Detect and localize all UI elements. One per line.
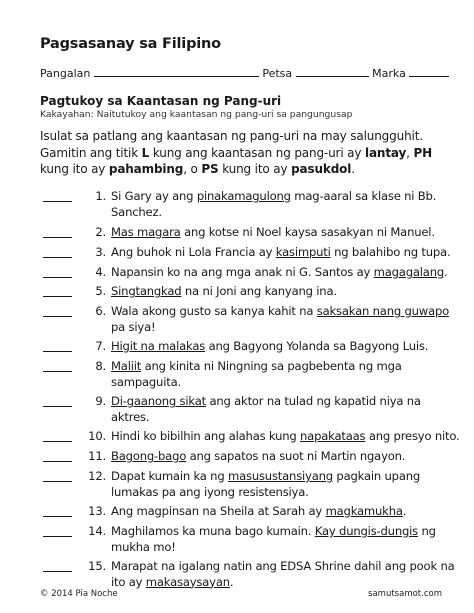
item-text-before: Marapat na igalang natin ang EDSA Shrine dahil ang pook na ito ay — [111, 559, 455, 589]
item-text-after: ang kotse ni Noel kaysa sasakyan ni Manuel. — [180, 225, 435, 239]
item-number: 6. — [95, 304, 106, 318]
underlined-adjective: makasaysayan — [145, 574, 230, 589]
name-label: Pangalan — [40, 67, 91, 80]
term-lantay: lantay — [365, 145, 407, 160]
answer-blank[interactable] — [43, 316, 72, 317]
score-label: Marka — [372, 67, 406, 80]
item-text-after: . — [444, 265, 448, 279]
code-pahambing: PH — [413, 145, 433, 160]
answer-blank[interactable] — [43, 516, 72, 517]
item-text — [111, 524, 461, 555]
item-text-after: . — [229, 574, 234, 589]
underlined-adjective: Singtangkad — [111, 284, 182, 298]
item-number: 1. — [95, 189, 106, 203]
item-text-before: Dapat kumain ka ng — [111, 469, 228, 483]
item-number: 7. — [95, 339, 106, 353]
item-text-before: Hindi ko bibilhin ang alahas kung — [111, 429, 301, 443]
date-label: Petsa — [262, 67, 293, 80]
answer-blank[interactable] — [43, 481, 72, 482]
underlined-adjective: Mas magara — [111, 225, 181, 239]
item-text-before: Ang buhok ni Lola Francia ay — [111, 245, 276, 259]
underlined-adjective: Bagong-bago — [111, 449, 187, 463]
answer-blank[interactable] — [43, 351, 72, 352]
item-text-before: Si Gary ay ang — [111, 189, 197, 203]
answer-blank[interactable] — [43, 296, 72, 297]
instructions-text: kung ang kaantasan ng pang-uri ay — [149, 145, 366, 160]
underlined-adjective: Kay dungis-dungis — [314, 524, 418, 538]
answer-blank[interactable] — [43, 571, 72, 572]
item-text — [111, 504, 461, 520]
item-text — [111, 245, 461, 261]
item-text-after: mag-aaral sa klase ni Bb. Sanchez. — [111, 189, 437, 219]
code-pasukdol: PS — [201, 162, 219, 176]
underlined-adjective: pinakamagulong — [196, 189, 291, 203]
item-number: 8. — [95, 359, 106, 373]
item-text-after: na ni Joni ang kanyang ina. — [181, 284, 337, 298]
instructions-text: . — [351, 162, 355, 176]
answer-blank[interactable] — [43, 201, 72, 202]
item-number: 15. — [88, 559, 106, 573]
term-pahambing: pahambing — [108, 162, 184, 176]
item-number: 9. — [95, 394, 106, 408]
underlined-adjective: masusustansiyang — [227, 469, 333, 483]
header-fields — [40, 67, 449, 80]
code-lantay: L — [141, 145, 150, 160]
site-link[interactable]: samutsamot.com — [368, 589, 442, 599]
item-text — [111, 189, 461, 220]
item-text-after: ng mukha mo! — [111, 524, 436, 554]
underlined-adjective: saksakan nang guwapo — [316, 304, 450, 318]
term-pasukdol: pasukdol — [291, 162, 352, 176]
item-text-before: Ang magpinsan na Sheila at Sarah ay — [111, 504, 326, 518]
underlined-adjective: kasimputi — [275, 245, 331, 259]
item-text — [111, 265, 461, 281]
copyright-text: © 2014 Pia Noche — [40, 589, 118, 599]
item-text-after: ang sapatos na suot ni Martin ngayon. — [186, 449, 406, 463]
underlined-adjective: Maliit — [111, 359, 142, 373]
skill-description: Kakayahan: Naitutukoy ang kaantasan ng pang-uri sa pangungusap — [40, 109, 353, 120]
item-text-after: pa siya! — [111, 319, 156, 334]
item-text — [111, 429, 461, 445]
item-text — [111, 559, 461, 590]
underlined-adjective: Higit na malakas — [111, 339, 206, 353]
item-text — [111, 225, 461, 241]
item-text-after: ng balahibo ng tupa. — [330, 245, 451, 259]
page-title: Pagsasanay sa Filipino — [40, 36, 221, 52]
underlined-adjective: magkamukha — [325, 504, 403, 518]
item-text-after: ang aktor na tulad ng kapatid niya na aktres. — [111, 394, 421, 424]
answer-blank[interactable] — [43, 461, 72, 462]
item-text — [111, 284, 461, 300]
item-text — [111, 469, 461, 500]
section-title: Pagtukoy sa Kaantasan ng Pang-uri — [40, 94, 282, 108]
item-number: 4. — [95, 265, 106, 279]
instructions — [40, 128, 450, 178]
underlined-adjective: napakataas — [300, 429, 366, 443]
instructions-text: kung ito ay — [218, 162, 292, 176]
item-text-before: Napansin ko na ang mga anak ni G. Santos ay — [111, 265, 374, 279]
item-text — [111, 339, 461, 355]
answer-blank[interactable] — [43, 536, 72, 537]
item-text-before: Maghilamos ka muna bago kumain. — [111, 524, 315, 538]
item-number: 11. — [88, 449, 106, 463]
name-blank[interactable] — [94, 67, 259, 77]
item-number: 14. — [88, 524, 106, 538]
item-text — [111, 449, 461, 465]
answer-blank[interactable] — [43, 441, 72, 442]
item-text-after: ang Bagyong Yolanda sa Bagyong Luis. — [205, 339, 429, 353]
answer-blank[interactable] — [43, 237, 72, 238]
answer-blank[interactable] — [43, 371, 72, 372]
answer-blank[interactable] — [43, 277, 72, 278]
underlined-adjective: magagalang — [373, 265, 444, 279]
item-number: 3. — [95, 245, 106, 259]
underlined-adjective: Di-gaanong sikat — [111, 394, 206, 408]
instructions-text: Isulat sa patlang ang kaantasan ng pang-uri na may salungguhit. Gamitin ang titik — [40, 129, 423, 160]
answer-blank[interactable] — [43, 257, 72, 258]
item-text-after: ang presyo nito. — [365, 429, 460, 443]
item-text-before: Wala akong gusto sa kanya kahit na — [111, 304, 317, 318]
item-number: 5. — [95, 284, 106, 298]
item-number: 12. — [88, 469, 106, 483]
item-text — [111, 304, 461, 335]
item-number: 2. — [95, 225, 106, 239]
instructions-text: , — [406, 145, 414, 160]
date-blank[interactable] — [296, 67, 369, 77]
score-blank[interactable] — [409, 67, 449, 77]
answer-blank[interactable] — [43, 406, 72, 407]
item-text-after: pagkain upang lumakas pa ang iyong resistensiya. — [111, 469, 421, 499]
item-number: 10. — [88, 429, 106, 443]
instructions-text: kung ito ay — [40, 162, 109, 176]
item-text — [111, 394, 461, 425]
item-text-after: ang kinita ni Ningning sa pagbebenta ng mga sampaguita. — [111, 359, 402, 389]
item-number: 13. — [88, 504, 106, 518]
item-text — [111, 359, 461, 390]
instructions-text: , o — [183, 162, 202, 176]
item-text-after: . — [402, 504, 407, 518]
